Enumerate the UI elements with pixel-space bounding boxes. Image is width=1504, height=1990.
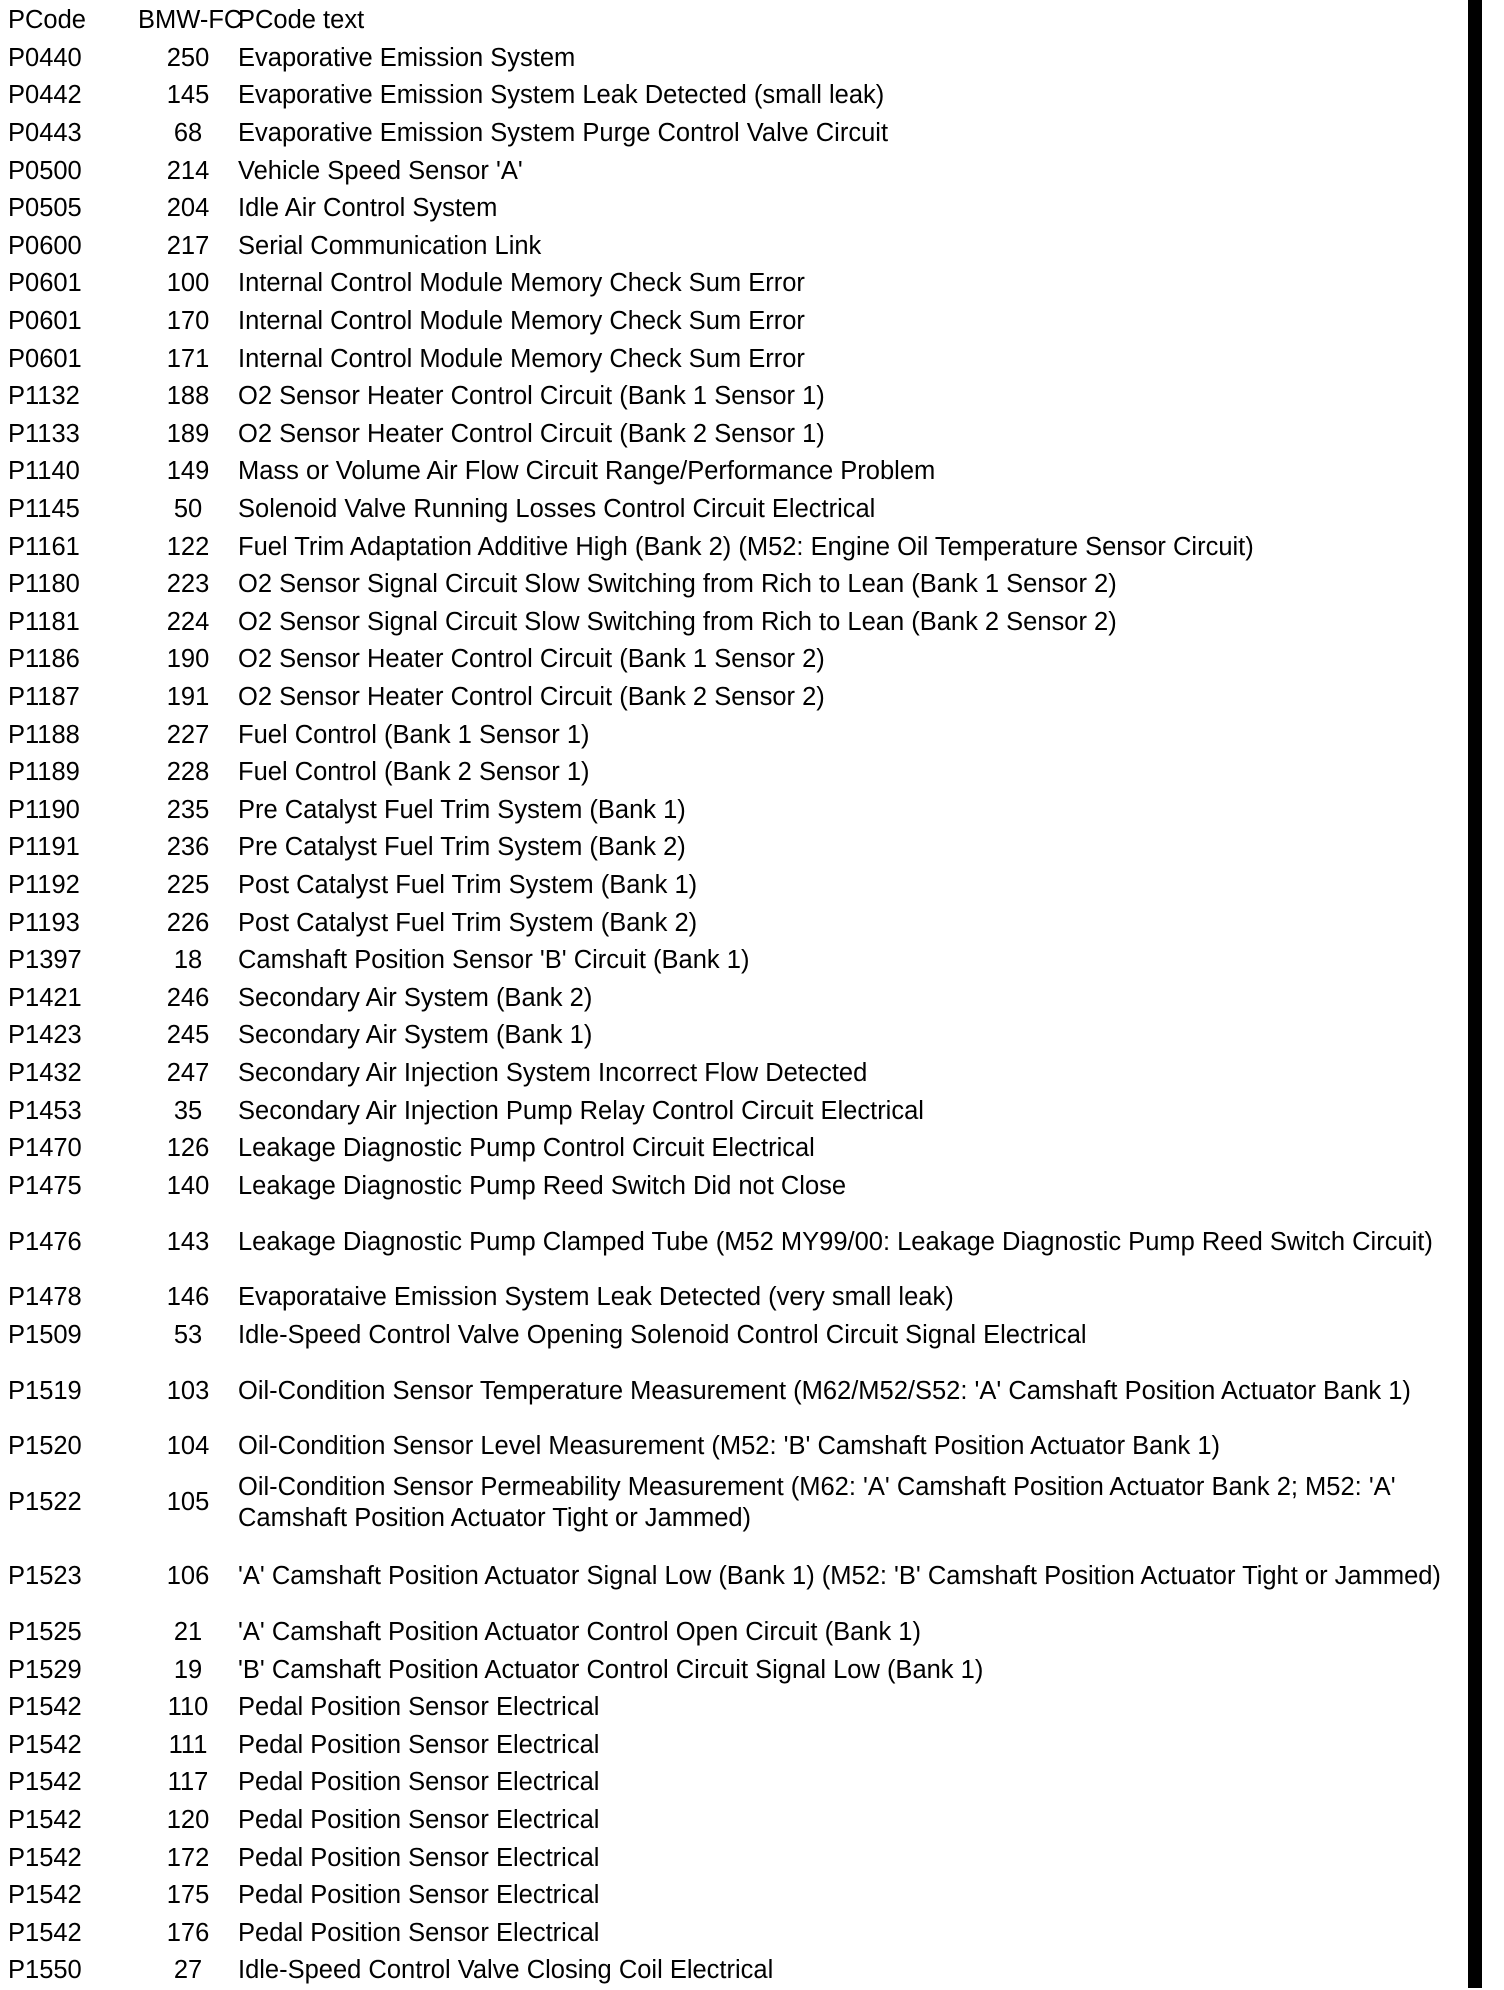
table-row: [8, 1802, 1463, 1840]
bmw-fc-cell: 122: [166, 532, 210, 561]
pcode-text-cell: Evaporative Emission System Purge Control Valve Circuit: [238, 119, 889, 148]
pcode-text-cell: 'A' Camshaft Position Actuator Control Open Circuit (Bank 1): [238, 1618, 921, 1647]
bmw-fc-cell: 246: [166, 983, 210, 1012]
pcode-text-cell: Pedal Position Sensor Electrical: [238, 1918, 600, 1947]
bmw-fc-cell: 225: [166, 870, 210, 899]
pcode-text-cell: Idle Air Control System: [238, 194, 498, 223]
pcode-text-cell: 'A' Camshaft Position Actuator Signal Low (Bank 1) (M52: 'B' Camshaft Position Actuator Tight or Jammed): [238, 1562, 1441, 1591]
pcode-text-cell: Leakage Diagnostic Pump Clamped Tube (M52 MY99/00: Leakage Diagnostic Pump Reed Switch Circuit): [238, 1227, 1433, 1256]
pcode-cell: P1529: [8, 1655, 82, 1684]
table-row: [8, 453, 1463, 491]
pcode-cell: P1453: [8, 1096, 82, 1125]
pcode-text-cell: Camshaft Position Sensor 'B' Circuit (Bank 1): [238, 946, 750, 975]
pcode-text-cell: Pedal Position Sensor Electrical: [238, 1881, 600, 1910]
pcode-cell: P1397: [8, 946, 82, 975]
pcode-cell: P1542: [8, 1881, 82, 1910]
bmw-fc-cell: 247: [166, 1058, 210, 1087]
pcode-cell: P1421: [8, 983, 82, 1012]
pcode-cell: P0443: [8, 119, 82, 148]
right-edge-bar: [1468, 0, 1482, 1988]
pcode-text-cell: Fuel Trim Adaptation Additive High (Bank 2) (M52: Engine Oil Temperature Sensor Circuit): [238, 532, 1254, 561]
pcode-cell: P0601: [8, 269, 82, 298]
pcode-cell: P1192: [8, 870, 80, 899]
pcode-text-cell: Idle-Speed Control Valve Opening Solenoid Control Circuit Signal Electrical: [238, 1320, 1087, 1349]
bmw-fc-cell: 19: [173, 1655, 203, 1684]
bmw-fc-cell: 175: [166, 1881, 210, 1910]
table-row: [8, 416, 1463, 454]
pcode-text-cell: Leakage Diagnostic Pump Control Circuit Electrical: [238, 1134, 815, 1163]
pcode-cell: P1188: [8, 720, 80, 749]
pcode-cell: P1509: [8, 1320, 82, 1349]
pcode-text-cell: 'B' Camshaft Position Actuator Control Circuit Signal Low (Bank 1): [238, 1655, 984, 1684]
pcode-text-cell: Evaporative Emission System Leak Detected (small leak): [238, 81, 885, 110]
table-row: [8, 641, 1463, 679]
bmw-fc-cell: 111: [168, 1730, 208, 1759]
pcode-cell: P1470: [8, 1134, 82, 1163]
pcode-text-cell: O2 Sensor Signal Circuit Slow Switching from Rich to Lean (Bank 2 Sensor 2): [238, 607, 1117, 636]
pcode-text-cell: Oil-Condition Sensor Permeability Measurement (M62: 'A' Camshaft Position Actuator Bank 2; M52: 'A' Camshaft Position Actuator Tight or Jammed): [238, 1472, 1396, 1532]
pcode-cell: P1542: [8, 1730, 82, 1759]
header-row: [8, 2, 1463, 40]
pcode-table: [8, 2, 1463, 1990]
table-row: [8, 1317, 1463, 1355]
pcode-text-cell: O2 Sensor Signal Circuit Slow Switching from Rich to Lean (Bank 1 Sensor 2): [238, 570, 1117, 599]
bmw-fc-cell: 250: [166, 43, 210, 72]
bmw-fc-cell: 223: [166, 570, 210, 599]
pcode-text-cell: Secondary Air System (Bank 1): [238, 1021, 593, 1050]
table-row: [8, 1205, 1463, 1279]
pcode-cell: P1542: [8, 1843, 82, 1872]
table-row: [8, 152, 1463, 190]
table-row: [8, 1839, 1463, 1877]
table-row: [8, 942, 1463, 980]
table-row: [8, 303, 1463, 341]
pcode-cell: P0600: [8, 231, 82, 260]
table-row: [8, 1279, 1463, 1317]
pcode-text-cell: Post Catalyst Fuel Trim System (Bank 1): [238, 870, 698, 899]
pcode-text-cell: Vehicle Speed Sensor 'A': [238, 156, 523, 185]
pcode-cell: P1161: [8, 532, 80, 561]
pcode-text-cell: Mass or Volume Air Flow Circuit Range/Performance Problem: [238, 457, 936, 486]
pcode-cell: P1475: [8, 1171, 82, 1200]
pcode-cell: P1187: [8, 682, 80, 711]
pcode-cell: P1181: [8, 607, 80, 636]
pcode-text-cell: Internal Control Module Memory Check Sum Error: [238, 269, 805, 298]
pcode-text-cell: Serial Communication Link: [238, 231, 542, 260]
table-row: [8, 1614, 1463, 1652]
bmw-fc-cell: 214: [166, 156, 210, 185]
header-pcode-text: PCode text: [238, 6, 365, 35]
table-row: [8, 1540, 1463, 1614]
table-row: [8, 1354, 1463, 1428]
table-row: [8, 1877, 1463, 1915]
pcode-cell: P1145: [8, 495, 80, 524]
table-row: [8, 566, 1463, 604]
table-row: [8, 979, 1463, 1017]
pcode-text-cell: O2 Sensor Heater Control Circuit (Bank 2 Sensor 1): [238, 419, 825, 448]
table-row: [8, 528, 1463, 566]
pcode-text-cell: Internal Control Module Memory Check Sum Error: [238, 344, 805, 373]
pcode-cell: P1432: [8, 1058, 82, 1087]
bmw-fc-cell: 145: [166, 81, 210, 110]
bmw-fc-cell: 236: [166, 833, 210, 862]
bmw-fc-cell: 170: [166, 307, 210, 336]
table-row: [8, 867, 1463, 905]
pcode-text-cell: Internal Control Module Memory Check Sum Error: [238, 307, 805, 336]
pcode-cell: P1542: [8, 1918, 82, 1947]
table-row: [8, 791, 1463, 829]
table-row: [8, 1017, 1463, 1055]
table-row: [8, 1915, 1463, 1953]
table-row: [8, 115, 1463, 153]
header-bmw-fc: BMW-FC: [138, 6, 243, 35]
pcode-text-cell: Fuel Control (Bank 1 Sensor 1): [238, 720, 590, 749]
table-row: [8, 378, 1463, 416]
pcode-text-cell: Evaporataive Emission System Leak Detected (very small leak): [238, 1283, 954, 1312]
pcode-text-cell: O2 Sensor Heater Control Circuit (Bank 2 Sensor 2): [238, 682, 825, 711]
bmw-fc-cell: 172: [166, 1843, 210, 1872]
pcode-cell: P1519: [8, 1376, 82, 1405]
bmw-fc-cell: 189: [166, 419, 210, 448]
table-row: [8, 1689, 1463, 1727]
bmw-fc-cell: 191: [166, 682, 210, 711]
pcode-cell: P1542: [8, 1693, 82, 1722]
bmw-fc-cell: 143: [166, 1227, 210, 1256]
bmw-fc-cell: 235: [166, 795, 210, 824]
pcode-cell: P1542: [8, 1768, 82, 1797]
pcode-text-cell: Pre Catalyst Fuel Trim System (Bank 2): [238, 833, 686, 862]
bmw-fc-cell: 245: [166, 1021, 210, 1050]
pcode-text-cell: Idle-Speed Control Valve Closing Coil Electrical: [238, 1956, 774, 1985]
bmw-fc-cell: 204: [166, 194, 210, 223]
pcode-text-cell: Post Catalyst Fuel Trim System (Bank 2): [238, 908, 698, 937]
header-pcode: PCode: [8, 6, 86, 35]
pcode-text-cell: Oil-Condition Sensor Temperature Measurement (M62/M52/S52: 'A' Camshaft Position Actuator Bank 1): [238, 1376, 1411, 1405]
pcode-text-cell: Secondary Air Injection Pump Relay Control Circuit Electrical: [238, 1096, 924, 1125]
bmw-fc-cell: 104: [166, 1432, 210, 1461]
pcode-text-cell: Fuel Control (Bank 2 Sensor 1): [238, 758, 590, 787]
table-row: [8, 1651, 1463, 1689]
pcode-text-cell: Pedal Position Sensor Electrical: [238, 1843, 600, 1872]
bmw-fc-cell: 149: [166, 457, 210, 486]
pcode-cell: P1132: [8, 382, 80, 411]
table-row: [8, 1167, 1463, 1205]
bmw-fc-cell: 53: [173, 1320, 203, 1349]
bmw-fc-cell: 110: [167, 1693, 209, 1722]
pcode-cell: P1140: [8, 457, 80, 486]
pcode-text-cell: Pedal Position Sensor Electrical: [238, 1730, 600, 1759]
pcode-cell: P1191: [8, 833, 80, 862]
pcode-cell: P1190: [8, 795, 80, 824]
pcode-cell: P1520: [8, 1432, 82, 1461]
bmw-fc-cell: 18: [173, 946, 203, 975]
table-row: [8, 716, 1463, 754]
pcode-cell: P0601: [8, 344, 82, 373]
table-row: [8, 340, 1463, 378]
pcode-cell: P1193: [8, 908, 80, 937]
bmw-fc-cell: 103: [166, 1376, 210, 1405]
table-row: [8, 754, 1463, 792]
pcode-cell: P0442: [8, 81, 82, 110]
pcode-text-cell: Evaporative Emission System: [238, 43, 576, 72]
table-row: [8, 491, 1463, 529]
pcode-cell: P1476: [8, 1227, 82, 1256]
bmw-fc-cell: 100: [166, 269, 210, 298]
pcode-cell: P0601: [8, 307, 82, 336]
pcode-text-cell: Leakage Diagnostic Pump Reed Switch Did not Close: [238, 1171, 847, 1200]
table-row: [8, 40, 1463, 78]
pcode-text-cell: O2 Sensor Heater Control Circuit (Bank 1 Sensor 2): [238, 645, 825, 674]
pcode-text-cell: Secondary Air System (Bank 2): [238, 983, 593, 1012]
table-row: [8, 904, 1463, 942]
bmw-fc-cell: 68: [173, 119, 203, 148]
pcode-text-cell: Pre Catalyst Fuel Trim System (Bank 1): [238, 795, 686, 824]
table-row: [8, 1466, 1463, 1540]
pcode-cell: P0505: [8, 194, 82, 223]
pcode-text-cell: Solenoid Valve Running Losses Control Circuit Electrical: [238, 495, 876, 524]
table-row: [8, 228, 1463, 266]
pcode-text-cell: Pedal Position Sensor Electrical: [238, 1806, 600, 1835]
bmw-fc-cell: 117: [167, 1768, 209, 1797]
table-row: [8, 1727, 1463, 1765]
pcode-text-cell: Oil-Condition Sensor Level Measurement (M52: 'B' Camshaft Position Actuator Bank 1): [238, 1432, 1221, 1461]
bmw-fc-cell: 176: [166, 1918, 210, 1947]
bmw-fc-cell: 35: [173, 1096, 203, 1125]
bmw-fc-cell: 190: [166, 645, 210, 674]
pcode-text-cell: Secondary Air Injection System Incorrect Flow Detected: [238, 1058, 868, 1087]
bmw-fc-cell: 140: [166, 1171, 210, 1200]
table-row: [8, 190, 1463, 228]
table-row: [8, 1130, 1463, 1168]
bmw-fc-cell: 146: [166, 1283, 210, 1312]
bmw-fc-cell: 106: [166, 1562, 210, 1591]
pcode-cell: P1186: [8, 645, 80, 674]
bmw-fc-cell: 227: [166, 720, 210, 749]
bmw-fc-cell: 226: [166, 908, 210, 937]
table-row: [8, 1952, 1463, 1990]
bmw-fc-cell: 228: [166, 758, 210, 787]
pcode-cell: P1525: [8, 1618, 82, 1647]
bmw-fc-cell: 217: [166, 231, 210, 260]
table-row: [8, 1092, 1463, 1130]
bmw-fc-cell: 27: [173, 1956, 203, 1985]
pcode-cell: P1550: [8, 1956, 82, 1985]
pcode-cell: P1522: [8, 1488, 82, 1517]
table-row: [8, 1428, 1463, 1466]
pcode-cell: P1189: [8, 758, 80, 787]
bmw-fc-cell: 50: [173, 495, 203, 524]
table-row: [8, 77, 1463, 115]
table-header: [8, 2, 1463, 40]
pcode-cell: P1523: [8, 1562, 82, 1591]
bmw-fc-cell: 224: [166, 607, 210, 636]
table-row: [8, 604, 1463, 642]
pcode-cell: P1180: [8, 570, 80, 599]
pcode-cell: P1133: [8, 419, 80, 448]
pcode-cell: P1423: [8, 1021, 82, 1050]
table-row: [8, 1055, 1463, 1093]
bmw-fc-cell: 120: [166, 1806, 210, 1835]
bmw-fc-cell: 188: [166, 382, 210, 411]
pcode-cell: P1542: [8, 1806, 82, 1835]
pcode-text-cell: O2 Sensor Heater Control Circuit (Bank 1 Sensor 1): [238, 382, 825, 411]
table-body: [8, 40, 1463, 1990]
table-row: [8, 1764, 1463, 1802]
bmw-fc-cell: 126: [166, 1134, 210, 1163]
table-row: [8, 265, 1463, 303]
pcode-cell: P1478: [8, 1283, 82, 1312]
table-row: [8, 829, 1463, 867]
bmw-fc-cell: 21: [173, 1618, 203, 1647]
bmw-fc-cell: 171: [166, 344, 210, 373]
pcode-text-cell: Pedal Position Sensor Electrical: [238, 1693, 600, 1722]
pcode-cell: P0440: [8, 43, 82, 72]
pcode-text-cell: Pedal Position Sensor Electrical: [238, 1768, 600, 1797]
table-row: [8, 679, 1463, 717]
pcode-cell: P0500: [8, 156, 82, 185]
bmw-fc-cell: 105: [166, 1488, 210, 1517]
